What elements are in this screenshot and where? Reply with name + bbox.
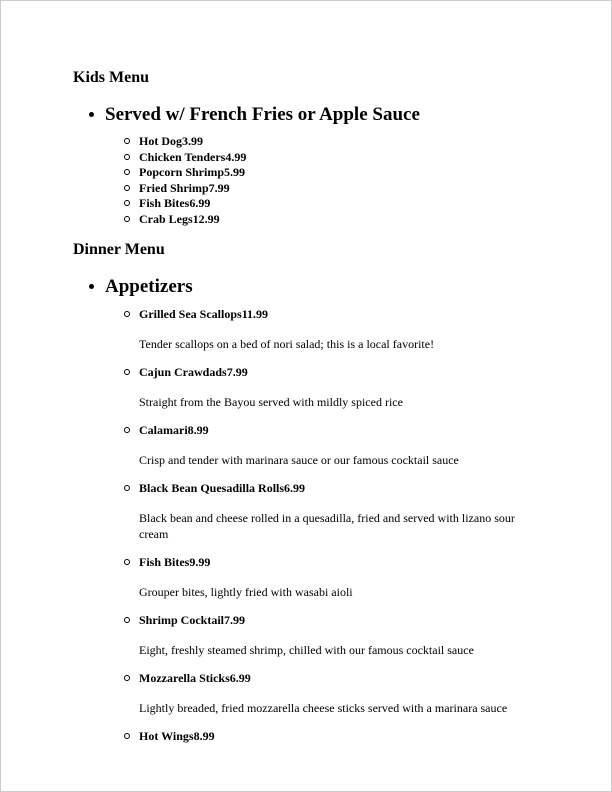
menu-item bbox=[124, 196, 539, 212]
item-name: Mozzarella Sticks bbox=[139, 671, 230, 685]
circle-bullet-icon bbox=[124, 675, 130, 681]
circle-bullet-icon bbox=[124, 617, 130, 623]
item-name: Cajun Crawdads bbox=[139, 365, 227, 379]
circle-bullet-icon bbox=[124, 154, 130, 160]
item-title-line bbox=[124, 670, 539, 686]
item-name: Hot Wings bbox=[139, 729, 194, 743]
item-name: Calamari bbox=[139, 423, 188, 437]
appetizers-group-title-text: Appetizers bbox=[105, 276, 193, 297]
kids-item-list bbox=[73, 134, 539, 227]
circle-bullet-icon bbox=[124, 185, 130, 191]
menu-item bbox=[124, 612, 539, 658]
item-price: 8.99 bbox=[187, 423, 209, 437]
item-title-line bbox=[124, 422, 539, 438]
item-price: 11.99 bbox=[241, 307, 269, 321]
item-price: 7.99 bbox=[224, 613, 246, 627]
dinner-menu-heading: Dinner Menu bbox=[73, 241, 165, 258]
appetizers-item-list bbox=[73, 306, 539, 744]
item-title-line bbox=[124, 554, 539, 570]
menu-item bbox=[124, 554, 539, 600]
bullet-icon bbox=[89, 284, 94, 289]
item-name: Chicken Tenders bbox=[139, 149, 226, 164]
item-price: 5.99 bbox=[224, 165, 246, 179]
item-title-line bbox=[124, 728, 539, 744]
item-name: Popcorn Shrimp bbox=[139, 165, 225, 179]
item-price: 3.99 bbox=[182, 134, 203, 148]
item-name: Hot Dog bbox=[139, 134, 182, 148]
item-name: Grilled Sea Scallops bbox=[139, 307, 242, 321]
section-dinner-menu bbox=[73, 239, 539, 744]
menu-item bbox=[124, 165, 539, 181]
item-price: 7.99 bbox=[226, 365, 248, 379]
item-title-line bbox=[124, 612, 539, 628]
item-title-line bbox=[124, 306, 539, 322]
item-description: Black bean and cheese rolled in a quesadilla, fried and served with lizano sour cream bbox=[139, 511, 515, 541]
circle-bullet-icon bbox=[124, 369, 130, 375]
menu-item bbox=[124, 728, 539, 744]
item-name: Fish Bites bbox=[139, 196, 190, 210]
circle-bullet-icon bbox=[124, 169, 130, 175]
appetizers-group-title bbox=[73, 276, 539, 298]
item-description: Crisp and tender with marinara sauce or our famous cocktail sauce bbox=[139, 453, 459, 467]
item-description: Tender scallops on a bed of nori salad; this is a local favorite! bbox=[139, 337, 435, 351]
item-price: 9.99 bbox=[189, 555, 211, 569]
section-kids-menu bbox=[73, 67, 539, 227]
menu-item bbox=[124, 181, 539, 197]
item-description: Grouper bites, lightly fried with wasabi aioli bbox=[139, 585, 353, 599]
item-name: Fried Shrimp bbox=[139, 180, 209, 195]
circle-bullet-icon bbox=[124, 311, 130, 317]
appetizers-group bbox=[73, 276, 539, 744]
circle-bullet-icon bbox=[124, 485, 130, 491]
menu-item bbox=[124, 306, 539, 352]
circle-bullet-icon bbox=[124, 427, 130, 433]
item-price: 8.99 bbox=[193, 729, 215, 743]
item-price: 12.99 bbox=[192, 211, 220, 226]
item-price: 6.99 bbox=[229, 671, 251, 685]
kids-menu-heading: Kids Menu bbox=[73, 69, 150, 86]
bullet-icon bbox=[89, 112, 94, 117]
circle-bullet-icon bbox=[124, 559, 130, 565]
kids-group-title bbox=[73, 104, 539, 126]
menu-item bbox=[124, 422, 539, 468]
item-description: Eight, freshly steamed shrimp, chilled with our famous cocktail sauce bbox=[139, 643, 474, 657]
item-description: Straight from the Bayou served with mildly spiced rice bbox=[139, 395, 403, 409]
item-name: Fish Bites bbox=[139, 555, 190, 569]
item-name: Shrimp Cocktail bbox=[139, 613, 225, 627]
item-price: 6.99 bbox=[284, 481, 306, 495]
circle-bullet-icon bbox=[124, 733, 130, 739]
item-description: Lightly breaded, fried mozzarella cheese sticks served with a marinara sauce bbox=[139, 701, 508, 715]
item-price: 7.99 bbox=[208, 180, 230, 195]
menu-item bbox=[124, 150, 539, 166]
menu-item bbox=[124, 212, 539, 228]
item-name: Black Bean Quesadilla Rolls bbox=[139, 481, 285, 495]
menu-item bbox=[124, 364, 539, 410]
item-price: 4.99 bbox=[225, 149, 247, 164]
circle-bullet-icon bbox=[124, 216, 130, 222]
circle-bullet-icon bbox=[124, 200, 130, 206]
kids-group-title-text: Served w/ French Fries or Apple Sauce bbox=[105, 104, 420, 125]
menu-item bbox=[124, 670, 539, 716]
circle-bullet-icon bbox=[124, 138, 130, 144]
menu-item bbox=[124, 134, 539, 150]
item-title-line bbox=[124, 364, 539, 380]
item-price: 6.99 bbox=[189, 196, 211, 210]
menu-item bbox=[124, 480, 539, 542]
kids-menu-group bbox=[73, 104, 539, 227]
item-name: Crab Legs bbox=[139, 211, 193, 226]
item-title-line bbox=[124, 480, 539, 496]
